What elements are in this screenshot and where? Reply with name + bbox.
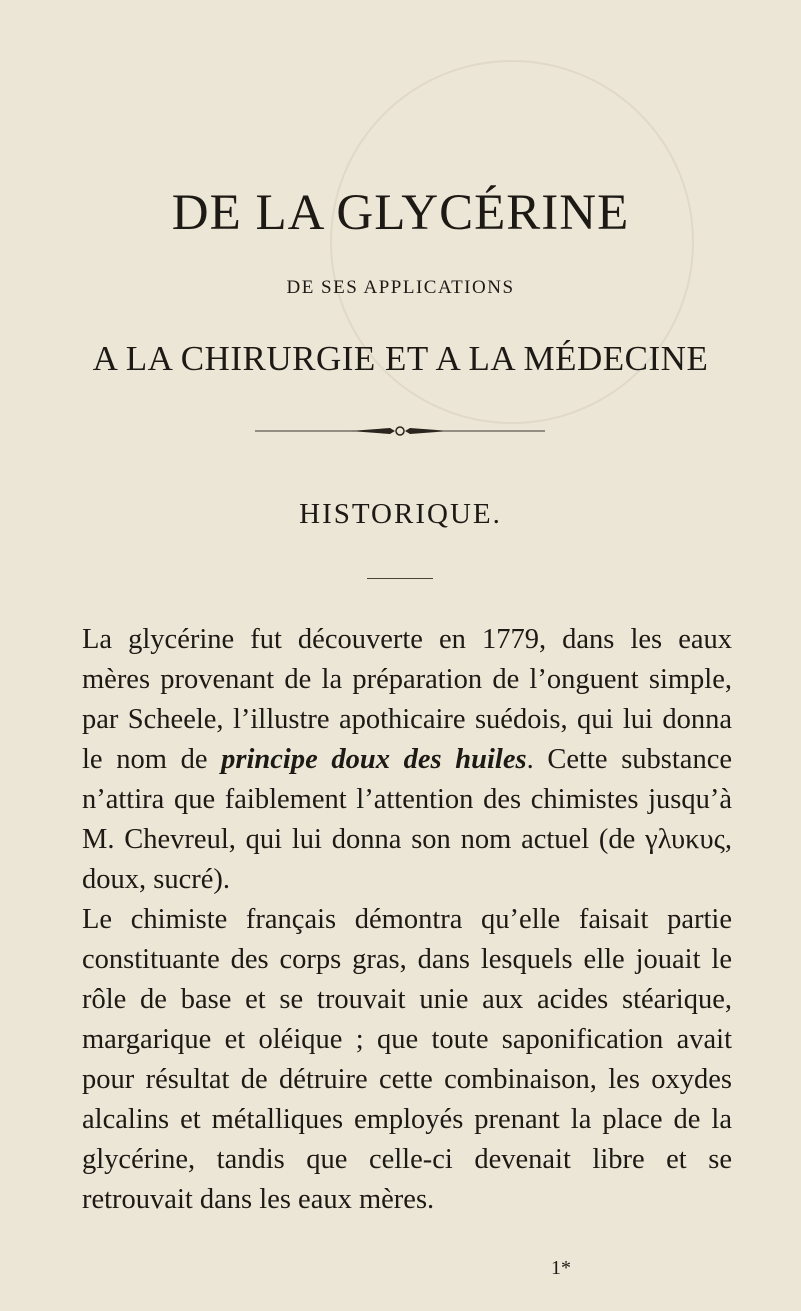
paragraph-1-italic: principe doux des huiles (221, 744, 527, 775)
section-heading: HISTORIQUE. (299, 498, 502, 530)
paragraph-1-text-a: La glycérine fut découverte en 1779, dans les eaux mères provenant de la préparation de l’onguent simple, par Scheele, l’illustre apothicaire suédois, qui lui donna le nom de (82, 624, 732, 775)
paragraph-1-text-b: . Cette substance n’attira que faiblement l’attention des chimistes jusqu’à M. Chevreul, qui lui donna son nom actuel (de γλυκυς, doux, sucré). (82, 744, 732, 895)
subtitle: DE SES APPLICATIONS (286, 277, 515, 298)
paragraph-1 (82, 620, 732, 900)
ornamental-rule-icon (255, 420, 545, 442)
section-divider (367, 578, 433, 579)
body-text (82, 620, 732, 1220)
paragraph-2: Le chimiste français démontra qu’elle faisait partie constituante des corps gras, dans lesquels elle jouait le rôle de base et se trouvait unie aux acides stéarique, margarique et oléique ; que toute saponification avait pour résultat de détruire cette combinaison, les oxydes alcalins et métalliques employés prenant la place de la glycérine, tandis que celle-ci devenait libre et se retrouvait dans les eaux mères. (82, 904, 732, 1215)
signature-mark: 1* (551, 1257, 571, 1279)
subtitle-secondary: A LA CHIRURGIE ET A LA MÉDECINE (92, 339, 709, 378)
page-title: DE LA GLYCÉRINE (171, 185, 630, 241)
